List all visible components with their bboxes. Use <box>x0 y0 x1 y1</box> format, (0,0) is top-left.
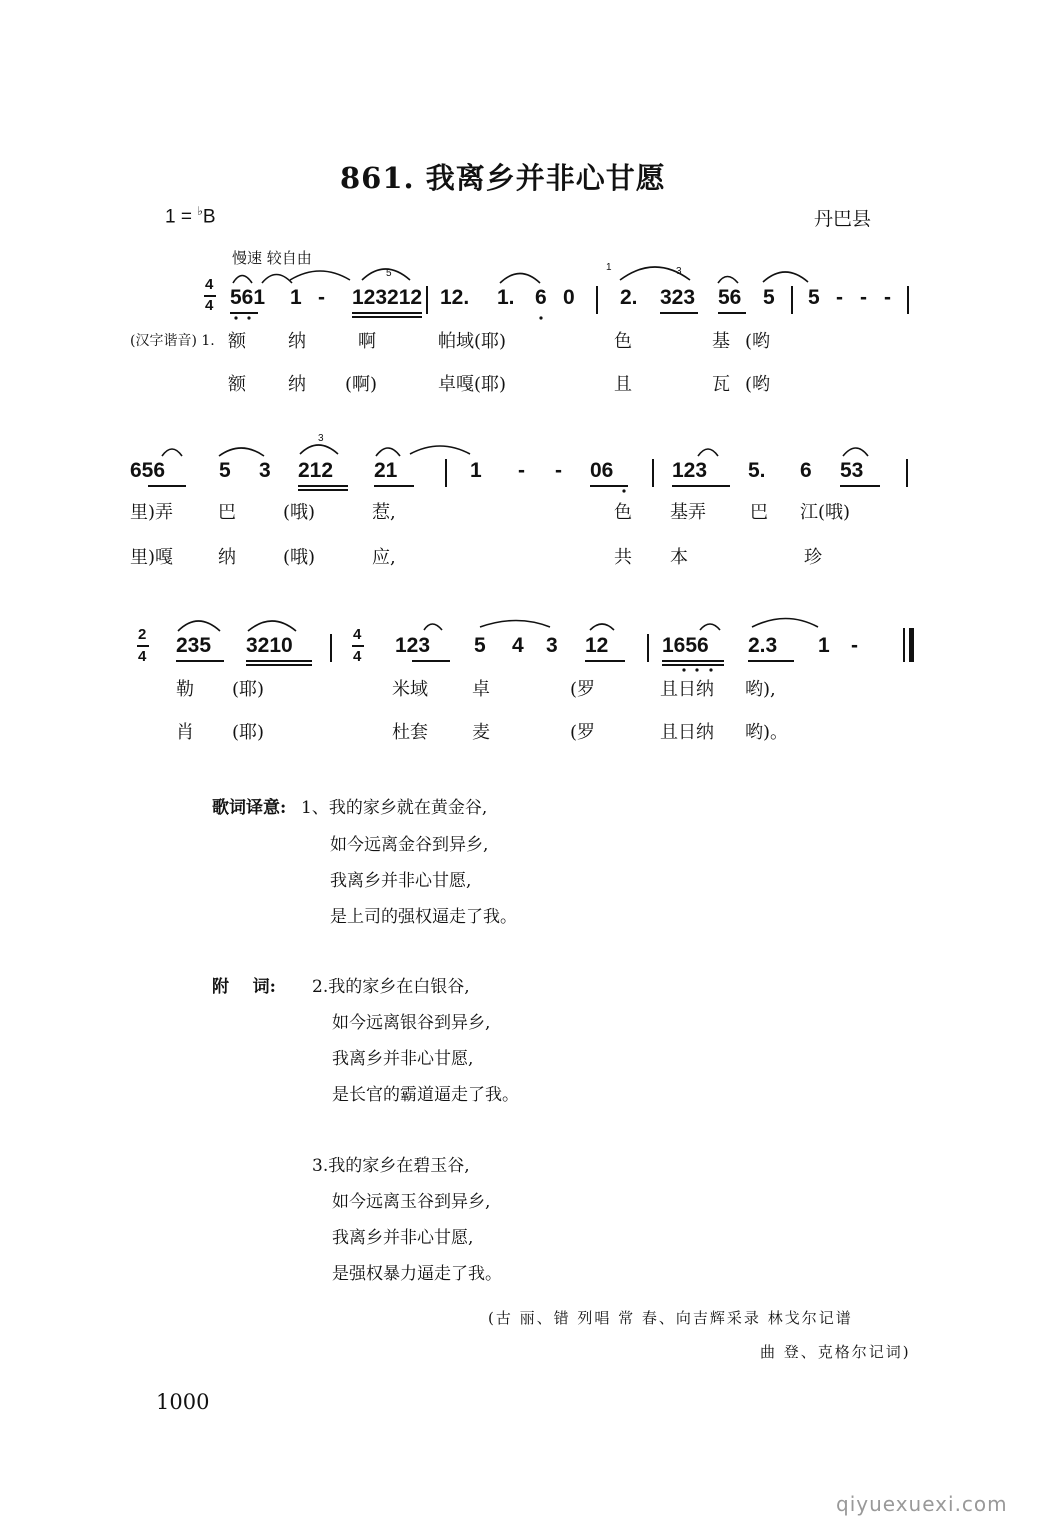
lyric: 勒 <box>176 679 194 700</box>
key-signature: 1 = ♭B <box>165 204 216 228</box>
page-number: 1000 <box>156 1390 210 1414</box>
note-group: 561 <box>230 286 266 309</box>
note: 5 <box>474 634 486 657</box>
time-signature-top: 4 <box>353 626 362 643</box>
lyrics-prefix: (汉字谐音) 1. <box>130 333 215 349</box>
meaning-line: 我离乡并非心甘愿, <box>330 871 472 891</box>
note: 1 <box>290 286 302 309</box>
note: 5. <box>748 459 766 482</box>
lyric: 且日纳 <box>660 722 714 743</box>
note: 4 <box>512 634 524 657</box>
note-dash: - <box>884 286 891 309</box>
lyric: 啊 <box>358 331 376 352</box>
note-dash: - <box>518 459 525 482</box>
note: 1 <box>818 634 830 657</box>
note-group: 1656 <box>662 634 709 657</box>
lyric: 巴 <box>218 502 236 523</box>
appendix-line: 是强权暴力逼走了我。 <box>332 1264 502 1284</box>
lyric: 肖 <box>176 722 194 743</box>
note-dash: - <box>318 286 325 309</box>
lyric: 额 <box>228 331 246 352</box>
appendix-label: 附 词: <box>212 977 276 997</box>
note: 6 <box>535 286 547 309</box>
watermark: qiyuexuexi.com <box>836 1492 1008 1516</box>
lyric: 基弄 <box>670 502 706 523</box>
region-label: 丹巴县 <box>814 208 872 230</box>
note: 1. <box>497 286 515 309</box>
appendix-line: 我离乡并非心甘愿, <box>332 1049 474 1069</box>
lyric: 江(哦) <box>800 502 851 523</box>
svg-text:5: 5 <box>386 268 392 279</box>
note: 6 <box>800 459 812 482</box>
note-group: 12 <box>585 634 609 657</box>
lyric: (罗 <box>570 722 596 743</box>
time-signature-bottom: 4 <box>205 297 214 314</box>
note-dash: - <box>860 286 867 309</box>
meaning-label: 歌词译意: <box>212 798 287 818</box>
note-dash: - <box>555 459 562 482</box>
note-group: 2.3 <box>748 634 778 657</box>
note-rest: 0 <box>563 286 575 309</box>
lyric: 纳 <box>288 331 306 352</box>
time-signature-bottom: 4 <box>353 648 362 665</box>
lyric: (哦) <box>283 502 316 523</box>
time-signature-bottom: 4 <box>138 648 147 665</box>
lyric: (耶) <box>232 679 265 700</box>
lyric: 巴 <box>750 502 768 523</box>
appendix-line: 2.我的家乡在白银谷, <box>312 977 470 997</box>
appendix-line: 如今远离玉谷到异乡, <box>332 1192 491 1212</box>
note: 3 <box>546 634 558 657</box>
note-group: 656 <box>130 459 166 482</box>
note: 2. <box>620 286 638 309</box>
tempo-marking: 慢速 较自由 <box>232 249 312 267</box>
note-dash: - <box>851 634 858 657</box>
note-group: 123 <box>672 459 708 482</box>
lyric: 哟)。 <box>745 722 789 743</box>
time-signature-top: 4 <box>205 276 214 293</box>
note-group: 53 <box>840 459 864 482</box>
lyric: 本 <box>670 547 688 568</box>
lyric: 应, <box>372 547 396 568</box>
note-group: 06 <box>590 459 614 482</box>
appendix-line: 我离乡并非心甘愿, <box>332 1228 474 1248</box>
lyric: 惹, <box>372 502 396 523</box>
note-group: 123212 <box>352 286 423 309</box>
svg-text:3: 3 <box>318 433 324 444</box>
lyric: 米域 <box>392 679 428 700</box>
lyric: (耶) <box>232 722 265 743</box>
appendix-line: 是长官的霸道逼走了我。 <box>332 1085 519 1105</box>
lyric: (啊) <box>345 374 378 395</box>
note-group: 123 <box>395 634 431 657</box>
lyric: 纳 <box>288 374 306 395</box>
credits-line: 曲 登、克格尔记词) <box>760 1343 911 1361</box>
lyric: (哟 <box>745 331 771 352</box>
song-title: 861. 我离乡并非心甘愿 <box>340 161 666 195</box>
lyric: 麦 <box>472 722 490 743</box>
lyric: 珍 <box>804 547 822 568</box>
note-group: 212 <box>298 459 334 482</box>
lyric: 纳 <box>218 547 236 568</box>
note-group: 12. <box>440 286 470 309</box>
lyric: 里)弄 <box>130 502 174 523</box>
lyric: (罗 <box>570 679 596 700</box>
credits-line: (古 丽、错 列唱 常 春、向吉辉采录 林戈尔记谱 <box>488 1309 853 1327</box>
lyric: 色 <box>614 331 632 352</box>
note-dash: - <box>836 286 843 309</box>
lyric: 瓦 <box>712 374 730 395</box>
note-group: 323 <box>660 286 696 309</box>
note-group: 235 <box>176 634 212 657</box>
slur-overlay <box>0 0 1054 760</box>
note: 1 <box>470 459 482 482</box>
meaning-line: 1、我的家乡就在黄金谷, <box>301 798 488 818</box>
meaning-line: 是上司的强权逼走了我。 <box>330 907 517 927</box>
note: 5 <box>219 459 231 482</box>
meaning-line: 如今远离金谷到异乡, <box>330 835 489 855</box>
time-signature-top: 2 <box>138 626 147 643</box>
note: 5 <box>763 286 775 309</box>
lyric: 里)嘎 <box>130 547 174 568</box>
lyric: 卓 <box>472 679 490 700</box>
note-group: 21 <box>374 459 398 482</box>
appendix-line: 3.我的家乡在碧玉谷, <box>312 1156 470 1176</box>
note: 3 <box>259 459 271 482</box>
lyric: 色 <box>614 502 632 523</box>
lyric: 哟), <box>745 679 776 700</box>
lyric: 基 <box>712 331 730 352</box>
svg-text:3: 3 <box>676 266 682 277</box>
lyric: 卓嘎(耶) <box>438 374 507 395</box>
lyric: 共 <box>614 547 632 568</box>
note-group: 56 <box>718 286 742 309</box>
lyric: 杜套 <box>392 722 428 743</box>
lyric: (哟 <box>745 374 771 395</box>
lyric: (哦) <box>283 547 316 568</box>
note: 5 <box>808 286 820 309</box>
lyric: 帕域(耶) <box>438 331 507 352</box>
note-group: 3210 <box>246 634 293 657</box>
svg-text:1: 1 <box>606 262 612 273</box>
lyric: 额 <box>228 374 246 395</box>
lyric: 且 <box>614 374 632 395</box>
lyric: 且日纳 <box>660 679 714 700</box>
appendix-line: 如今远离银谷到异乡, <box>332 1013 491 1033</box>
